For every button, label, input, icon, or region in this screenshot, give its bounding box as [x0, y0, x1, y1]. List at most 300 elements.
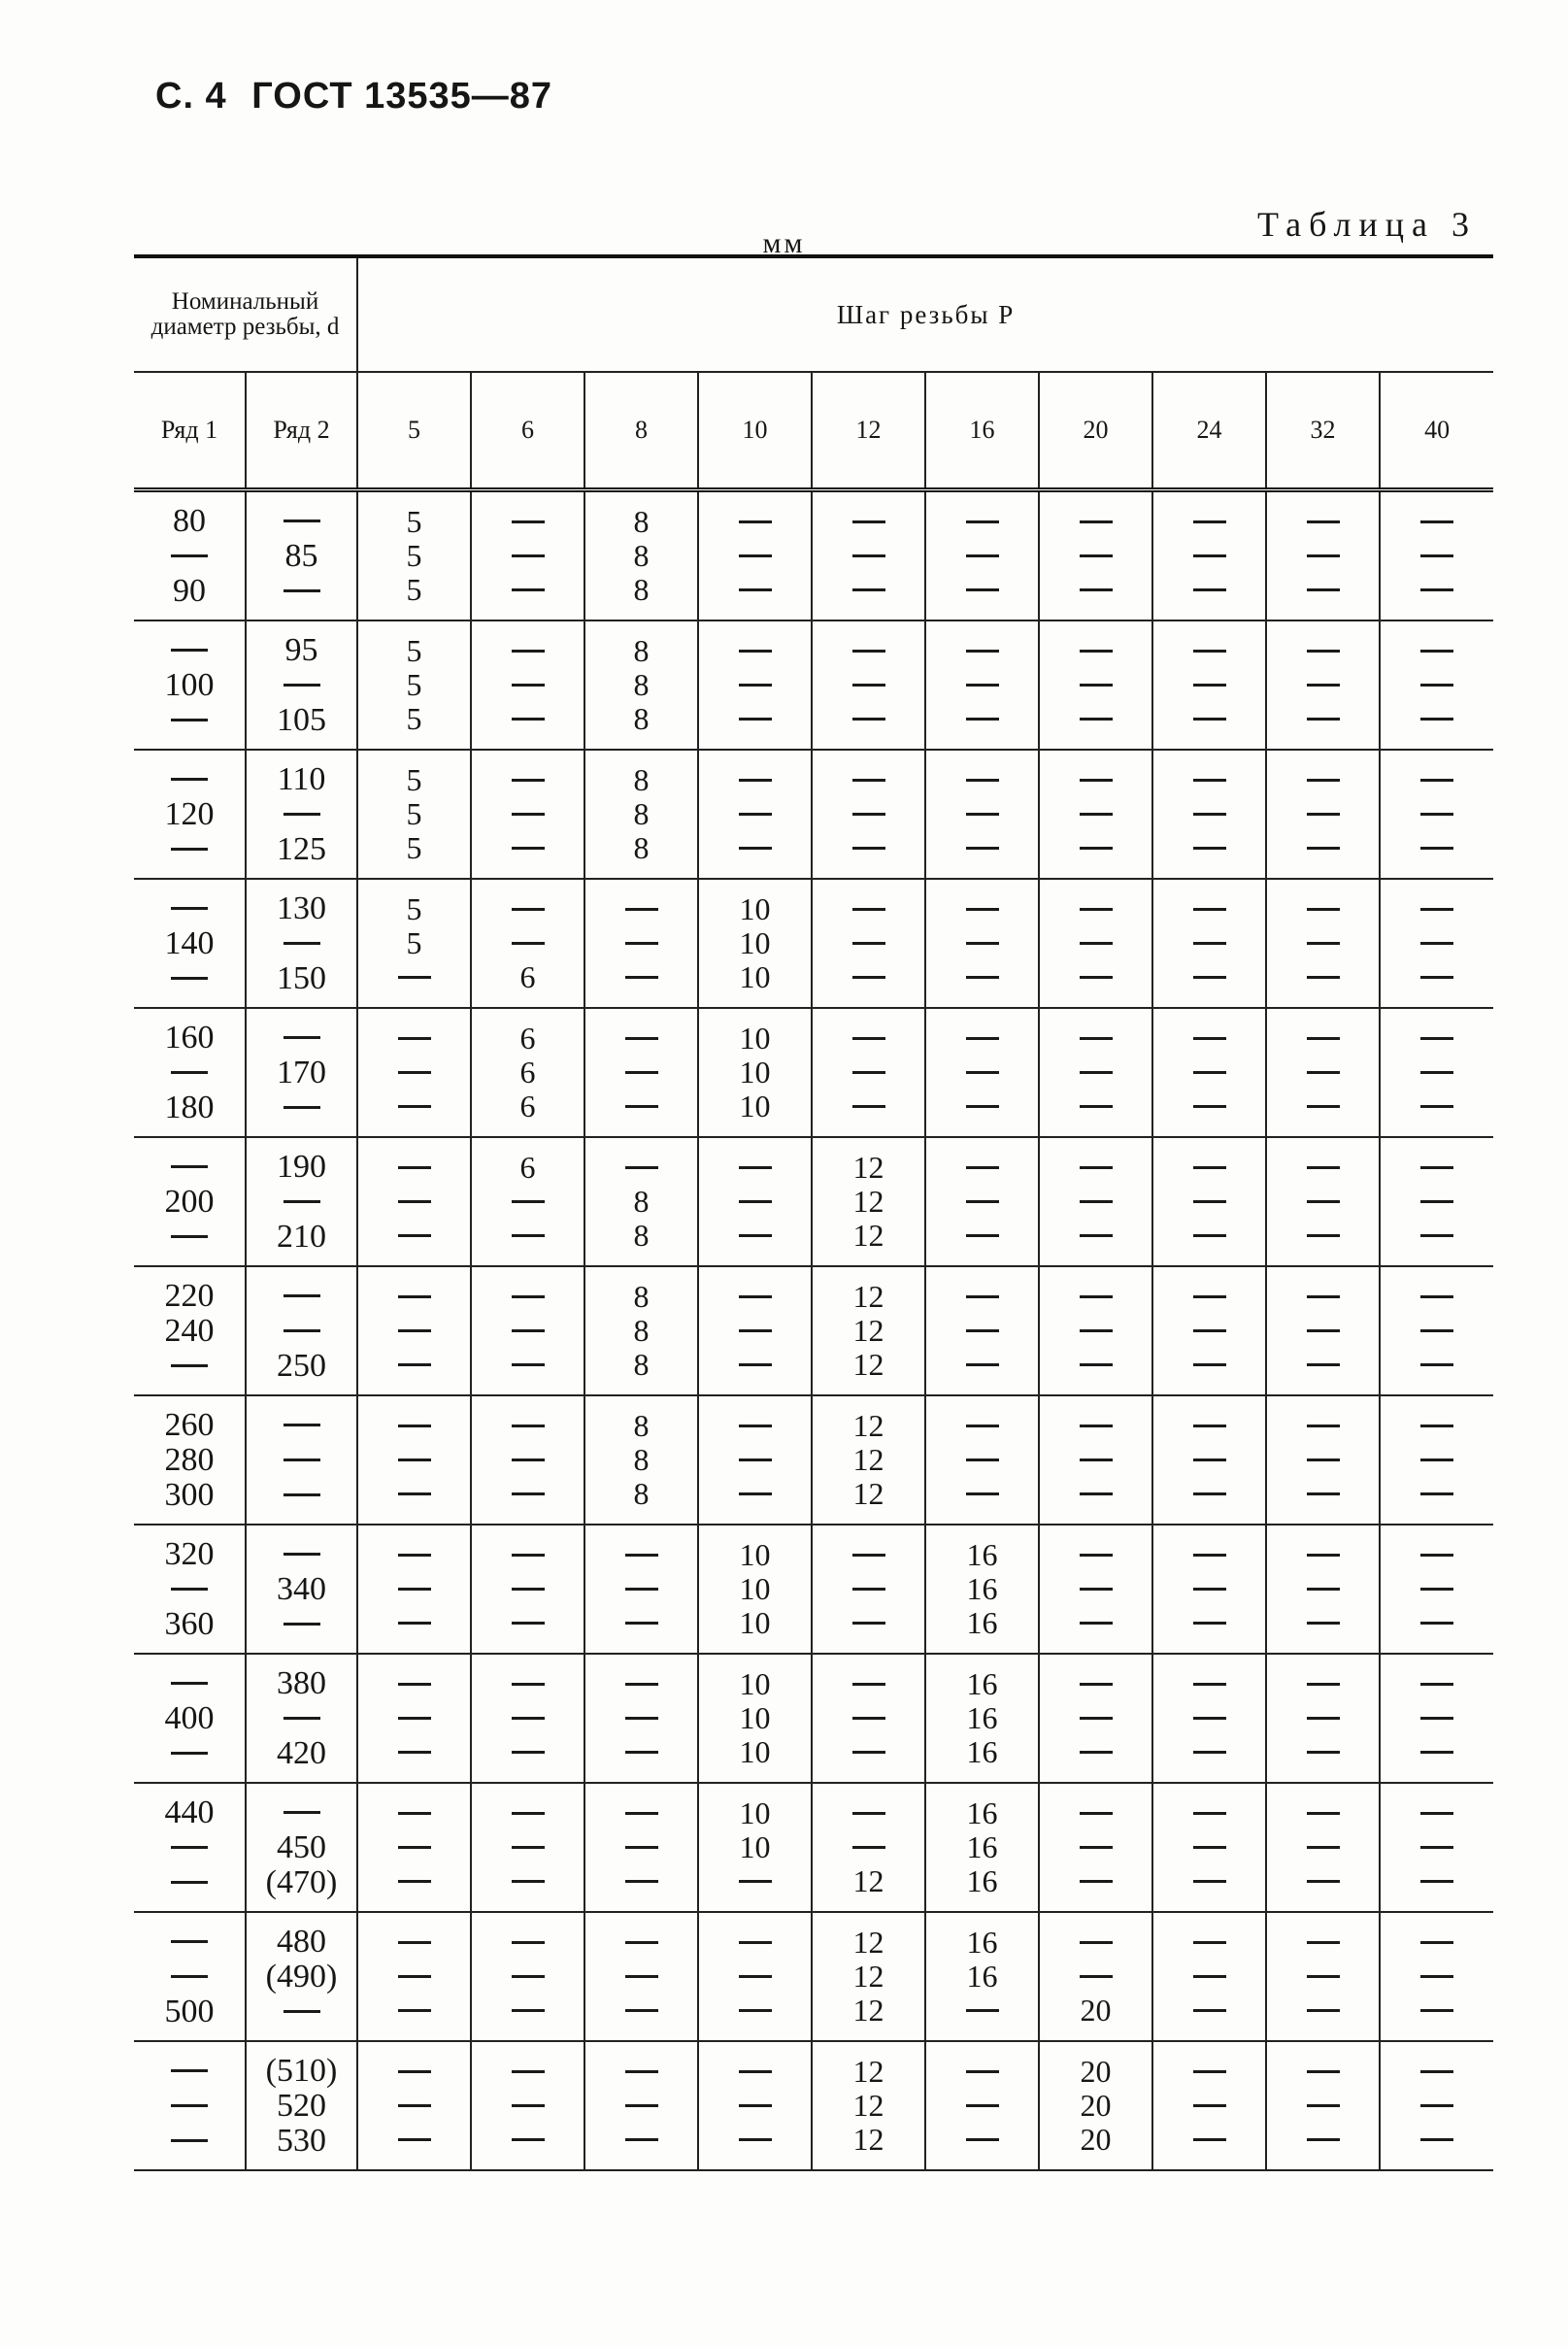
dash-mark — [1420, 1880, 1453, 1883]
dash-mark — [1193, 779, 1226, 782]
dash-mark — [398, 1880, 431, 1883]
pitch-value — [1267, 960, 1379, 994]
pitch-cell — [1039, 1395, 1152, 1525]
pitch-value — [1381, 831, 1493, 865]
dash-mark — [852, 1037, 885, 1040]
dash-mark — [1307, 2009, 1340, 2012]
dash-mark — [739, 2009, 772, 2012]
pitch-value: 12 — [852, 1442, 884, 1477]
dash-mark — [852, 588, 885, 591]
pitch-cell — [1152, 879, 1266, 1008]
series-1-diameters — [134, 1912, 246, 2041]
pitch-value — [1267, 926, 1379, 960]
pitch-value — [1267, 1994, 1379, 2028]
pitch-value — [1267, 1185, 1379, 1219]
dash-mark — [1307, 1037, 1340, 1040]
pitch-value — [472, 1219, 584, 1253]
pitch-value — [1267, 1606, 1379, 1640]
pitch-value — [358, 1151, 470, 1185]
pitch-value — [1267, 702, 1379, 736]
pitch-value: 16 — [966, 1605, 998, 1640]
dash-mark — [852, 908, 885, 911]
pitch-value — [699, 1994, 811, 2028]
table-row — [134, 1783, 1493, 1912]
pitch-cell — [584, 1525, 698, 1654]
dash-mark — [1307, 520, 1340, 523]
dash-mark — [625, 1683, 658, 1686]
series-2-diameters — [246, 490, 357, 621]
pitch-value — [585, 1830, 697, 1864]
pitch-value — [813, 1796, 924, 1830]
dash-mark — [1420, 2009, 1453, 2012]
dash-mark — [1080, 684, 1113, 687]
pitch-value: 8 — [633, 1184, 650, 1219]
dash-mark — [1307, 718, 1340, 721]
pitch-value — [699, 1926, 811, 1960]
dash-mark — [966, 2138, 999, 2141]
dash-mark — [739, 1975, 772, 1978]
pitch-value — [585, 1572, 697, 1606]
pitch-value: 10 — [739, 1571, 771, 1606]
dash-mark — [1307, 908, 1340, 911]
diameter-value: 200 — [164, 1183, 215, 1220]
dash-mark — [1193, 1363, 1226, 1366]
pitch-value — [926, 539, 1038, 573]
dash-mark — [512, 650, 545, 653]
dash-mark — [171, 1752, 208, 1755]
pitch-value — [472, 1864, 584, 1898]
pitch-cell — [1266, 490, 1380, 621]
pitch-cell — [698, 1008, 812, 1137]
diameter-value — [134, 891, 245, 926]
pitch-value: 5 — [406, 891, 422, 926]
dash-mark — [1193, 1717, 1226, 1720]
pitch-value — [1267, 1572, 1379, 1606]
pitch-value — [472, 2089, 584, 2123]
table-row — [134, 1912, 1493, 2041]
dash-mark — [398, 1622, 431, 1625]
diameter-value — [247, 1443, 356, 1478]
pitch-value — [358, 1022, 470, 1056]
diameter-value: 360 — [164, 1605, 215, 1642]
pitch-value — [358, 960, 470, 994]
dash-mark — [1420, 2070, 1453, 2073]
pitch-value — [699, 2055, 811, 2089]
pitch-value — [699, 2123, 811, 2157]
pitch-value: 20 — [1080, 1993, 1112, 2028]
pitch-value — [926, 1409, 1038, 1443]
diameter-value — [247, 1995, 356, 2029]
pitch-value — [926, 892, 1038, 926]
diameter-value — [134, 961, 245, 996]
pitch-value — [358, 2089, 470, 2123]
dash-mark — [1080, 588, 1113, 591]
pitch-cell — [584, 1912, 698, 2041]
series-1-diameters — [134, 1395, 246, 1525]
dash-mark — [966, 1166, 999, 1169]
pitch-value — [1040, 1409, 1151, 1443]
diameter-value — [247, 1090, 356, 1125]
table-row — [134, 1008, 1493, 1137]
pitch-value — [813, 539, 924, 573]
pitch-value — [1153, 1151, 1265, 1185]
pitch-value — [1040, 1864, 1151, 1898]
dash-mark — [625, 1717, 658, 1720]
dash-mark — [1193, 847, 1226, 850]
dash-mark — [1193, 2070, 1226, 2073]
dash-mark — [852, 1622, 885, 1625]
dash-mark — [966, 1200, 999, 1203]
dash-mark — [512, 2104, 545, 2107]
dash-mark — [512, 1975, 545, 1978]
pitch-value: 12 — [852, 1184, 884, 1219]
pitch-value — [358, 1090, 470, 1123]
pitch-value: 16 — [966, 1700, 998, 1735]
dash-mark — [512, 520, 545, 523]
pitch-value — [926, 573, 1038, 607]
pitch-value — [585, 1151, 697, 1185]
pitch-value — [1381, 797, 1493, 831]
dash-mark — [284, 1458, 320, 1461]
diameter-value: 190 — [277, 1148, 326, 1185]
dash-mark — [1080, 976, 1113, 979]
dash-mark — [625, 1622, 658, 1625]
pitch-value — [1153, 1280, 1265, 1314]
diameter-value — [134, 1220, 245, 1255]
dash-mark — [966, 650, 999, 653]
dash-mark — [1307, 1975, 1340, 1978]
pitch-value — [1153, 1701, 1265, 1735]
pitch-value — [1381, 1314, 1493, 1348]
pitch-cell — [1266, 1654, 1380, 1783]
dash-mark — [1080, 1492, 1113, 1495]
dash-mark — [398, 1975, 431, 1978]
pitch-value — [1040, 634, 1151, 668]
diameter-value — [247, 926, 356, 961]
pitch-value — [926, 1314, 1038, 1348]
pitch-cell — [1039, 1912, 1152, 2041]
pitch-value — [926, 634, 1038, 668]
pitch-value — [1153, 926, 1265, 960]
pitch-value — [813, 1701, 924, 1735]
pitch-value: 8 — [633, 1313, 650, 1348]
pitch-value — [926, 1348, 1038, 1382]
diameter-value — [134, 539, 245, 574]
dash-mark — [1193, 1846, 1226, 1849]
diameter-value: 380 — [277, 1664, 326, 1701]
dash-mark — [966, 520, 999, 523]
diameter-value — [134, 2089, 245, 2124]
dash-mark — [1193, 976, 1226, 979]
series-2-diameters — [246, 1395, 357, 1525]
dash-mark — [1193, 942, 1226, 945]
dash-mark — [171, 2104, 208, 2107]
pitch-value: 10 — [739, 891, 771, 926]
dash-mark — [512, 1492, 545, 1495]
dash-mark — [398, 1425, 431, 1427]
pitch-cell — [812, 490, 925, 621]
pitch-cell — [1266, 1008, 1380, 1137]
diameter-value: 125 — [277, 830, 326, 867]
dash-mark — [1193, 813, 1226, 816]
pitch-value — [813, 1735, 924, 1769]
pitch-value — [1153, 1864, 1265, 1898]
pitch-value — [1153, 1056, 1265, 1090]
pitch-value: 10 — [739, 1829, 771, 1864]
dash-mark — [1193, 1295, 1226, 1298]
dash-mark — [1080, 813, 1113, 816]
dash-mark — [1307, 588, 1340, 591]
dash-mark — [171, 1165, 208, 1168]
dash-mark — [284, 1036, 320, 1039]
pitch-value — [472, 539, 584, 573]
dash-mark — [398, 1941, 431, 1944]
pitch-value: 8 — [633, 667, 650, 702]
pitch-value — [1267, 1538, 1379, 1572]
dash-mark — [1420, 1166, 1453, 1169]
pitch-value — [926, 2055, 1038, 2089]
pitch-value — [1381, 634, 1493, 668]
dash-mark — [1193, 1683, 1226, 1686]
diameter-value: (510) — [265, 2052, 338, 2089]
pitch-cell — [471, 750, 584, 879]
pitch-value — [1381, 1926, 1493, 1960]
pitch-cell — [357, 1395, 471, 1525]
pitch-value — [1153, 505, 1265, 539]
table-row — [134, 1525, 1493, 1654]
pitch-value — [358, 1409, 470, 1443]
dash-mark — [1420, 847, 1453, 850]
pitch-value — [472, 1926, 584, 1960]
pitch-value — [472, 763, 584, 797]
pitch-value: 6 — [519, 1089, 536, 1123]
pitch-cell — [584, 1654, 698, 1783]
table-row — [134, 879, 1493, 1008]
pitch-value — [1153, 1796, 1265, 1830]
pitch-value — [358, 1443, 470, 1477]
pitch-value — [926, 1056, 1038, 1090]
dash-mark — [171, 907, 208, 910]
dash-mark — [398, 1812, 431, 1815]
dash-mark — [512, 1200, 545, 1203]
dash-mark — [284, 1424, 320, 1426]
pitch-value — [1040, 1667, 1151, 1701]
dash-mark — [171, 1235, 208, 1238]
pitch-value — [699, 668, 811, 702]
diameter-value: 120 — [164, 795, 215, 832]
pitch-value — [699, 1185, 811, 1219]
dash-mark — [1307, 1941, 1340, 1944]
dash-mark — [1193, 1234, 1226, 1237]
pitch-cell — [1380, 1783, 1493, 1912]
pitch-cell — [698, 1654, 812, 1783]
dash-mark — [398, 1492, 431, 1495]
pitch-cell — [698, 1912, 812, 2041]
pitch-value — [699, 1477, 811, 1511]
dash-mark — [512, 2138, 545, 2141]
pitch-value — [699, 797, 811, 831]
dash-mark — [1420, 1329, 1453, 1332]
pitch-value — [358, 1219, 470, 1253]
pitch-value — [1153, 1219, 1265, 1253]
dash-mark — [1080, 1166, 1113, 1169]
pitch-value — [1381, 1796, 1493, 1830]
dash-mark — [1080, 1683, 1113, 1686]
pitch-value — [926, 763, 1038, 797]
series-1-diameters — [134, 750, 246, 879]
pitch-cell — [1380, 2041, 1493, 2170]
pitch-value — [1040, 668, 1151, 702]
pitch-value — [1040, 1219, 1151, 1253]
pitch-cell — [1380, 750, 1493, 879]
pitch-value — [358, 1606, 470, 1640]
dash-mark — [625, 2104, 658, 2107]
dash-mark — [171, 848, 208, 851]
diameter-value — [247, 1478, 356, 1513]
dash-mark — [852, 813, 885, 816]
dash-mark — [284, 1553, 320, 1556]
pitch-cell — [1380, 1654, 1493, 1783]
diameter-value — [247, 1021, 356, 1056]
dash-mark — [512, 908, 545, 911]
pitch-value: 12 — [852, 1218, 884, 1253]
diameter-value: 110 — [277, 760, 326, 797]
pitch-value — [1040, 1477, 1151, 1511]
pitch-value — [1040, 1314, 1151, 1348]
dash-mark — [852, 1105, 885, 1108]
pitch-value — [1381, 1409, 1493, 1443]
pitch-value — [472, 892, 584, 926]
dash-mark — [398, 2104, 431, 2107]
pitch-value — [472, 1667, 584, 1701]
pitch-cell — [1039, 1137, 1152, 1266]
pitch-value — [1381, 668, 1493, 702]
diameter-value — [247, 574, 356, 609]
dash-mark — [966, 1492, 999, 1495]
pitch-value: 10 — [739, 1089, 771, 1123]
dash-mark — [171, 1682, 208, 1685]
dash-mark — [739, 779, 772, 782]
dash-mark — [625, 1071, 658, 1074]
pitch-value — [1381, 1090, 1493, 1123]
series-2-diameters — [246, 2041, 357, 2170]
pitch-value — [699, 1960, 811, 1994]
pitch-value — [699, 763, 811, 797]
pitch-value — [699, 1280, 811, 1314]
dash-mark — [512, 942, 545, 945]
diameter-value: 260 — [164, 1406, 215, 1443]
dash-mark — [1080, 650, 1113, 653]
dash-mark — [852, 718, 885, 721]
dash-mark — [512, 1295, 545, 1298]
pitch-value — [1267, 1864, 1379, 1898]
pitch-value — [472, 1280, 584, 1314]
pitch-value — [1381, 2123, 1493, 2157]
pitch-value — [1040, 1056, 1151, 1090]
pitch-value — [813, 573, 924, 607]
dash-mark — [739, 1166, 772, 1169]
dash-mark — [1307, 1751, 1340, 1754]
pitch-value: 5 — [406, 701, 422, 736]
pitch-cell — [471, 879, 584, 1008]
pitch-cell — [925, 1654, 1039, 1783]
pitch-value — [358, 1185, 470, 1219]
pitch-value — [699, 831, 811, 865]
dash-mark — [1420, 520, 1453, 523]
dash-mark — [966, 2009, 999, 2012]
dash-mark — [284, 942, 320, 945]
pitch-value — [813, 926, 924, 960]
pitch-cell — [357, 490, 471, 621]
pitch-value — [926, 1280, 1038, 1314]
dash-mark — [966, 588, 999, 591]
dash-mark — [1307, 1588, 1340, 1591]
pitch-value — [1267, 1701, 1379, 1735]
pitch-value — [1381, 1667, 1493, 1701]
series-1-diameters — [134, 1525, 246, 1654]
dash-mark — [1420, 684, 1453, 687]
pitch-value: 12 — [852, 1408, 884, 1443]
pitch-cell — [812, 1783, 925, 1912]
pitch-cell — [1266, 879, 1380, 1008]
pitch-value — [1381, 539, 1493, 573]
pitch-value — [1040, 1572, 1151, 1606]
pitch-value: 16 — [966, 1734, 998, 1769]
diameter-value — [134, 2054, 245, 2089]
pitch-cell — [1039, 490, 1152, 621]
dash-mark — [1307, 650, 1340, 653]
pitch-cell — [1380, 1912, 1493, 2041]
dash-mark — [398, 2009, 431, 2012]
pitch-header: Шаг резьбы P — [357, 256, 1493, 372]
pitch-value: 12 — [852, 2088, 884, 2123]
dash-mark — [1307, 2138, 1340, 2141]
dash-mark — [1193, 650, 1226, 653]
pitch-value — [585, 1056, 697, 1090]
pitch-value — [472, 573, 584, 607]
dash-mark — [171, 778, 208, 781]
dash-mark — [1080, 908, 1113, 911]
series-1-diameters — [134, 1783, 246, 1912]
dash-mark — [1307, 1363, 1340, 1366]
pitch-value — [1381, 1864, 1493, 1898]
pitch-value — [585, 1796, 697, 1830]
dash-mark — [1307, 1717, 1340, 1720]
diameter-value: 90 — [173, 572, 206, 609]
pitch-value: 16 — [966, 1925, 998, 1960]
diameter-value — [247, 1537, 356, 1572]
pitch-value — [926, 2089, 1038, 2123]
pitch-cell — [1039, 1783, 1152, 1912]
pitch-cell — [471, 1008, 584, 1137]
pitch-value — [358, 1348, 470, 1382]
pitch-value: 8 — [633, 762, 650, 797]
dash-mark — [1307, 554, 1340, 557]
pitch-cell — [357, 2041, 471, 2170]
dash-mark — [171, 719, 208, 721]
pitch-cell — [1152, 1137, 1266, 1266]
pitch-value — [813, 1538, 924, 1572]
pitch-value — [472, 1443, 584, 1477]
dash-mark — [512, 2070, 545, 2073]
pitch-value — [1267, 1409, 1379, 1443]
dash-mark — [512, 1234, 545, 1237]
pitch-value — [1381, 892, 1493, 926]
dash-mark — [512, 1588, 545, 1591]
diameter-value — [247, 504, 356, 539]
pitch-value — [472, 1314, 584, 1348]
diameter-value: 100 — [164, 666, 215, 703]
